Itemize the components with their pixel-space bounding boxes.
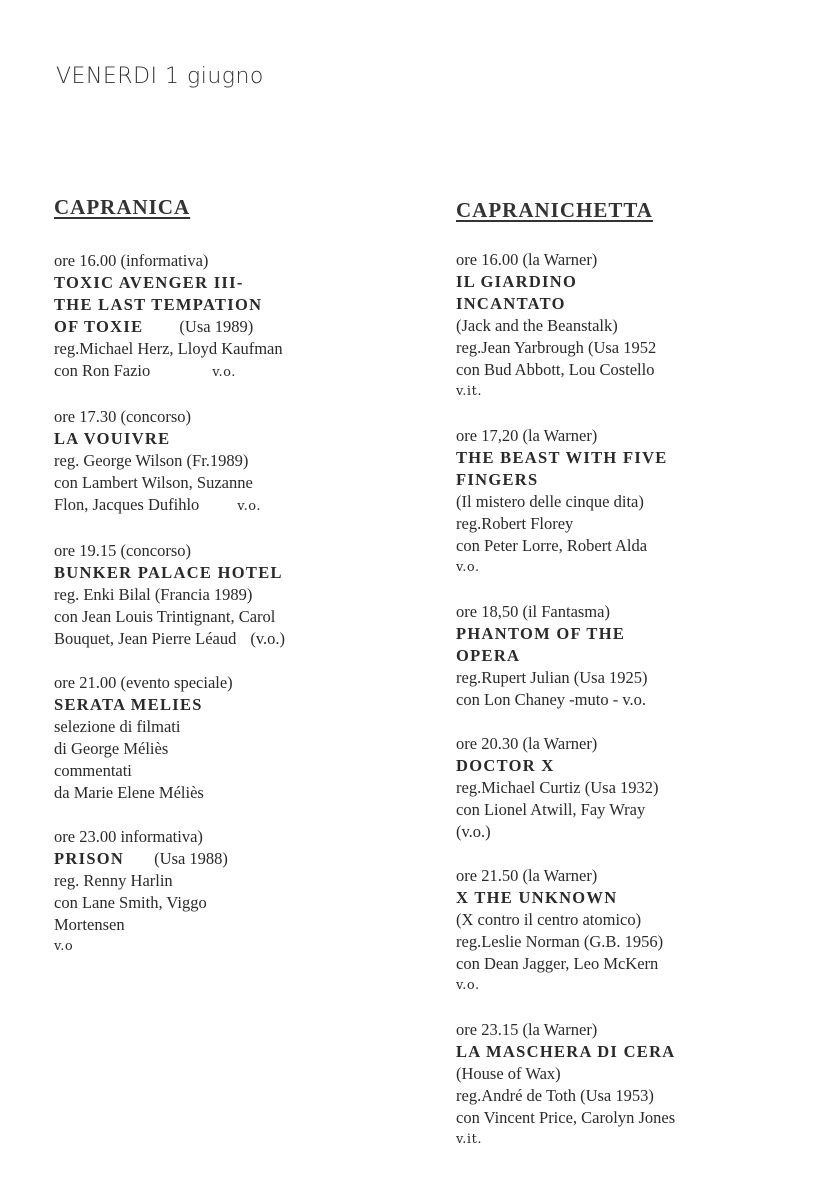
day-heading: VENERDI 1 giugno xyxy=(56,64,264,89)
event-note: da Marie Elene Méliès xyxy=(54,783,204,802)
film-original-title: (Jack and the Beanstalk) xyxy=(456,316,618,335)
screening-time: ore 23.15 (la Warner) xyxy=(456,1020,598,1039)
film-version: v.it. xyxy=(456,1132,482,1147)
screening-time: ore 19.15 (concorso) xyxy=(54,541,191,560)
film-cast: con Lionel Atwill, Fay Wray xyxy=(456,800,646,819)
screening-item xyxy=(54,540,414,650)
film-version: (v.o.) xyxy=(456,822,491,841)
event-note: di George Méliès xyxy=(54,739,169,758)
film-cast: con Vincent Price, Carolyn Jones xyxy=(456,1108,676,1127)
film-cast: con Lane Smith, Viggo xyxy=(54,893,207,912)
film-director: reg.Jean Yarbrough (Usa 1952 xyxy=(456,338,657,357)
film-cast: Mortensen xyxy=(54,915,125,934)
screening-item xyxy=(54,406,414,518)
film-title: PRISON xyxy=(54,849,125,868)
film-director: reg.Michael Curtiz (Usa 1932) xyxy=(456,778,659,797)
film-version: v.o. xyxy=(456,560,480,575)
screening-time: ore 18,50 (il Fantasma) xyxy=(456,602,610,621)
screening-time: ore 16.00 (la Warner) xyxy=(456,250,598,269)
film-title: TOXIC AVENGER III- xyxy=(54,273,244,292)
venue-title-capranichetta: CAPRANICHETTA xyxy=(456,198,653,222)
film-title: OF TOXIE xyxy=(54,317,144,336)
film-cast: con Dean Jagger, Leo McKern xyxy=(456,954,659,973)
film-title: DOCTOR X xyxy=(456,756,555,775)
screening-time: ore 16.00 (informativa) xyxy=(54,251,209,270)
film-cast: con Lambert Wilson, Suzanne xyxy=(54,473,253,492)
film-director: reg. Enki Bilal (Francia 1989) xyxy=(54,585,253,604)
screening-time: ore 23.00 informativa) xyxy=(54,827,203,846)
capranica-column xyxy=(54,192,414,980)
film-title: LA VOUIVRE xyxy=(54,429,171,448)
screening-time: ore 21.00 (evento speciale) xyxy=(54,673,233,692)
screening-item xyxy=(456,1019,796,1151)
film-title: INCANTATO xyxy=(456,294,566,313)
film-title: PHANTOM OF THE xyxy=(456,624,626,643)
film-director: reg.Leslie Norman (G.B. 1956) xyxy=(456,932,664,951)
event-note: selezione di filmati xyxy=(54,717,181,736)
film-title: THE LAST TEMPATION xyxy=(54,295,263,314)
film-title: OPERA xyxy=(456,646,521,665)
film-cast: con Jean Louis Trintignant, Carol xyxy=(54,607,276,626)
capranichetta-column xyxy=(456,192,796,1173)
film-director: reg. George Wilson (Fr.1989) xyxy=(54,451,249,470)
screening-time: ore 17.30 (concorso) xyxy=(54,407,191,426)
film-version: (v.o.) xyxy=(250,629,286,648)
screening-item xyxy=(54,250,414,384)
screening-time: ore 21.50 (la Warner) xyxy=(456,866,598,885)
venue-title-capranica: CAPRANICA xyxy=(54,195,191,219)
film-title: BUNKER PALACE HOTEL xyxy=(54,563,283,582)
film-version: v.o. xyxy=(456,978,480,993)
film-title: IL GIARDINO xyxy=(456,272,578,291)
film-year: (Usa 1988) xyxy=(154,849,228,868)
film-version: v.it. xyxy=(456,384,482,399)
film-version: v.o. xyxy=(237,499,261,514)
film-director: reg. Renny Harlin xyxy=(54,871,173,890)
film-title: SERATA MELIES xyxy=(54,695,203,714)
screening-item xyxy=(456,601,796,711)
screening-time: ore 20.30 (la Warner) xyxy=(456,734,598,753)
event-note: commentati xyxy=(54,761,132,780)
film-original-title: (House of Wax) xyxy=(456,1064,561,1083)
film-cast: con Bud Abbott, Lou Costello xyxy=(456,360,655,379)
film-cast: con Lon Chaney -muto - v.o. xyxy=(456,690,647,709)
film-version: v.o xyxy=(54,939,74,954)
film-title: X THE UNKNOWN xyxy=(456,888,618,907)
film-year: (Usa 1989) xyxy=(179,317,254,336)
film-title: LA MASCHERA DI CERA xyxy=(456,1042,676,1061)
screening-item xyxy=(54,826,414,958)
film-cast: Flon, Jacques Dufihlo xyxy=(54,495,200,514)
film-original-title: (Il mistero delle cinque dita) xyxy=(456,492,644,511)
film-title: FINGERS xyxy=(456,470,539,489)
film-cast: con Peter Lorre, Robert Alda xyxy=(456,536,648,555)
screening-item xyxy=(456,865,796,997)
screening-item xyxy=(456,733,796,843)
film-director: reg.Robert Florey xyxy=(456,514,574,533)
screening-item xyxy=(54,672,414,804)
film-cast: con Ron Fazio xyxy=(54,361,151,380)
screening-time: ore 17,20 (la Warner) xyxy=(456,426,598,445)
screening-item xyxy=(456,425,796,579)
film-cast: Bouquet, Jean Pierre Léaud xyxy=(54,629,237,648)
film-director: reg.André de Toth (Usa 1953) xyxy=(456,1086,654,1105)
film-original-title: (X contro il centro atomico) xyxy=(456,910,642,929)
film-version: v.o. xyxy=(212,365,236,380)
film-title: THE BEAST WITH FIVE xyxy=(456,448,668,467)
film-director: reg.Rupert Julian (Usa 1925) xyxy=(456,668,648,687)
screening-item xyxy=(456,249,796,403)
film-director: reg.Michael Herz, Lloyd Kaufman xyxy=(54,339,283,358)
